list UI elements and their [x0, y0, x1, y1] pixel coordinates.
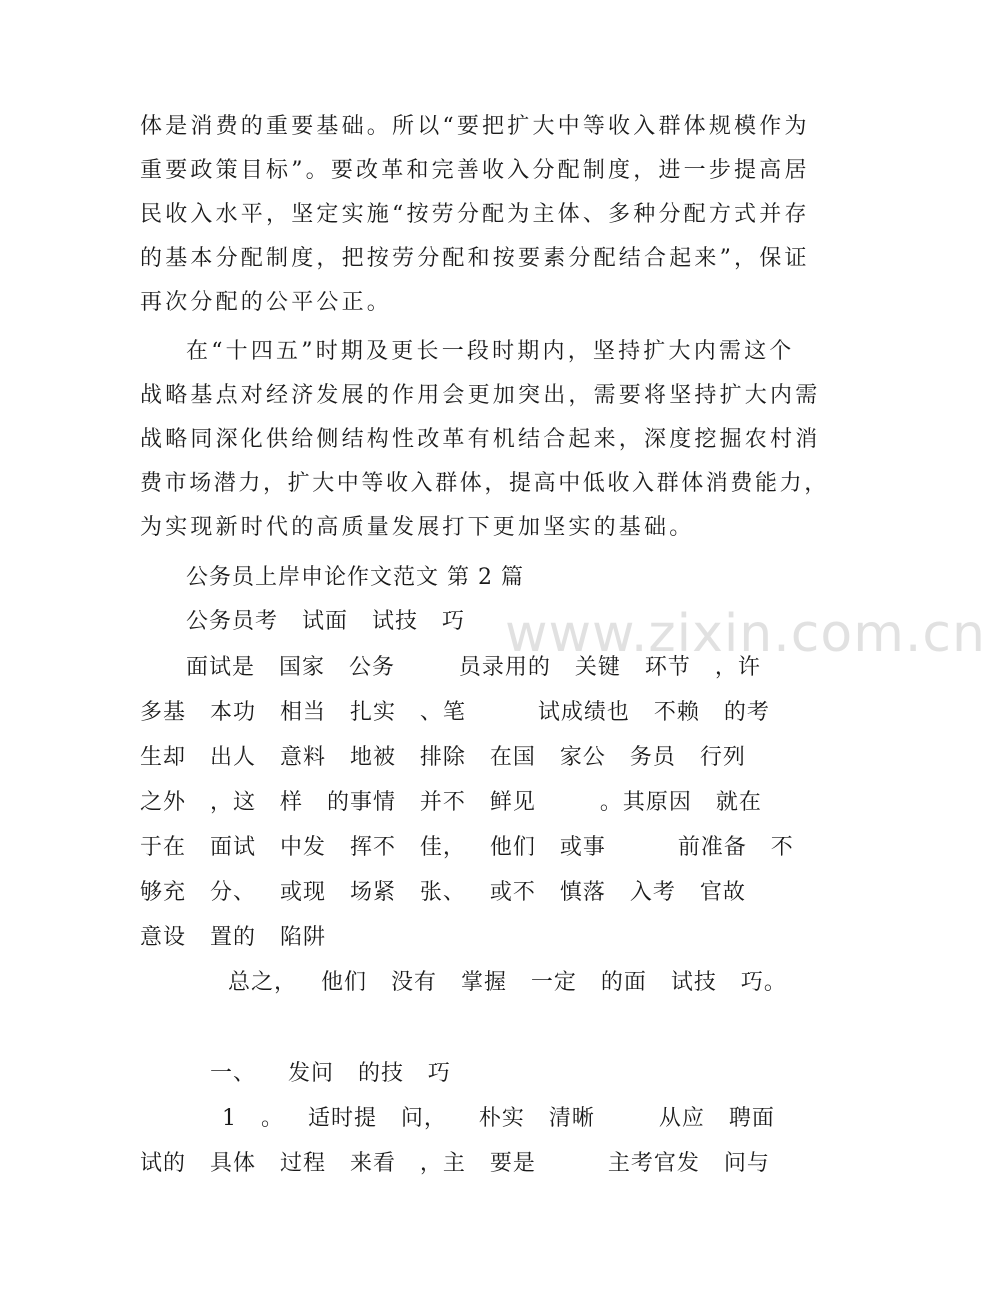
paragraph-line: 1 。 适时提 问， 朴实 清晰 从应 聘面 — [222, 1106, 775, 1131]
paragraph-line: 战略同深化供给侧结构性改革有机结合起来，深度挖掘农村消 — [140, 427, 821, 452]
paragraph-line: 于在 面试 中发 挥不 佳， 他们 或事 前准备 不 — [140, 835, 794, 860]
paragraph-line: 多基 本功 相当 扎实 、笔 试成绩也 不赖 的考 — [140, 700, 770, 725]
article-subheading: 公务员考 试面 试技 巧 — [186, 609, 465, 634]
paragraph-line: 意设 置的 陷阱 — [140, 925, 326, 950]
paragraph-line: 面试是 国家 公务 员录用的 关键 环节 ，许 — [186, 655, 761, 680]
watermark: www.zixin.com.cn — [505, 604, 986, 664]
paragraph-line: 费市场潜力，扩大中等收入群体，提高中低收入群体消费能力， — [140, 471, 829, 496]
paragraph-line: 重要政策目标”。要改革和完善收入分配制度，进一步提高居 — [140, 158, 810, 183]
section-title: 一、 发问 的技 巧 — [210, 1061, 451, 1086]
paragraph-line: 为实现新时代的高质量发展打下更加坚实的基础。 — [140, 515, 695, 540]
paragraph-line: 战略基点对经济发展的作用会更加突出，需要将坚持扩大内需 — [140, 383, 821, 408]
paragraph-line: 体是消费的重要基础。所以“要把扩大中等收入群体规模作为 — [140, 114, 810, 139]
paragraph-line: 再次分配的公平公正。 — [140, 290, 393, 315]
paragraph-line: 民收入水平，坚定实施“按劳分配为主体、多种分配方式并存 — [140, 202, 810, 227]
summary-line: 总之， 他们 没有 掌握 一定 的面 试技 巧。 — [228, 970, 787, 995]
article-heading: 公务员上岸申论作文范文 第 2 篇 — [186, 565, 524, 590]
paragraph-line: 的基本分配制度，把按劳分配和按要素分配结合起来”，保证 — [140, 246, 810, 271]
paragraph-line: 试的 具体 过程 来看 ，主 要是 主考官发 问与 — [140, 1151, 770, 1176]
paragraph-line: 生却 出人 意料 地被 排除 在国 家公 务员 行列 — [140, 745, 746, 770]
paragraph-line: 在“十四五”时期及更长一段时期内，坚持扩大内需这个 — [186, 339, 795, 364]
paragraph-line: 够充 分、 或现 场紧 张、 或不 慎落 入考 官故 — [140, 880, 746, 905]
paragraph-line: 之外 ，这 样 的事情 并不 鲜见 。其原因 就在 — [140, 790, 762, 815]
